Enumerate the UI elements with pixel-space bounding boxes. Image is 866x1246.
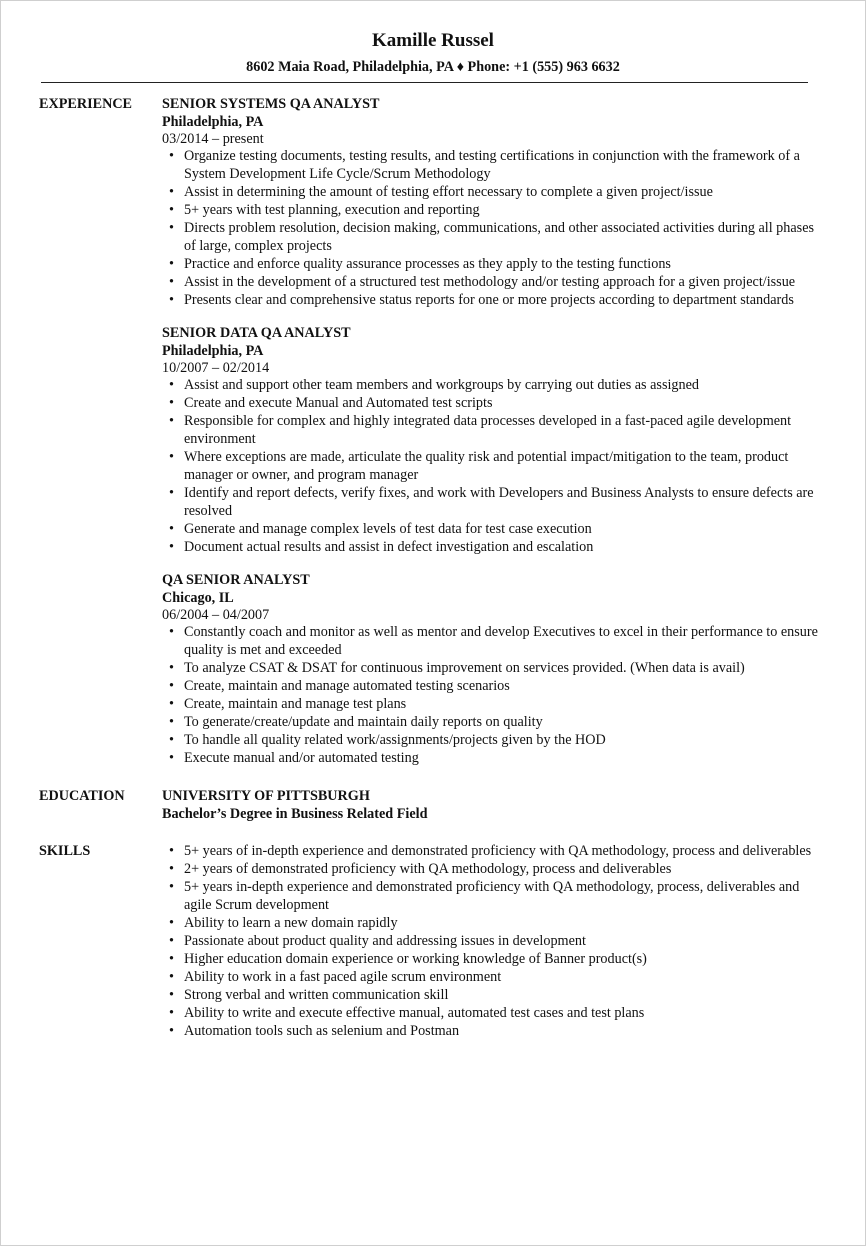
list-item: • Ability to work in a fast paced agile scrum environment <box>162 968 825 986</box>
list-item: • Ability to learn a new domain rapidly <box>162 914 825 932</box>
job-bullets <box>162 376 825 556</box>
job-location: Philadelphia, PA <box>162 343 264 359</box>
job-location: Chicago, IL <box>162 590 234 606</box>
contact-line: 8602 Maia Road, Philadelphia, PA ♦ Phone: +1 (555) 963 6632 <box>246 59 620 75</box>
job-dates: 06/2004 – 04/2007 <box>162 607 270 623</box>
list-item: • Create, maintain and manage automated testing scenarios <box>162 677 825 695</box>
job-title: SENIOR DATA QA ANALYST <box>162 325 351 341</box>
list-item: • Directs problem resolution, decision making, communications, and other associated activities during all phases of large, complex projects <box>162 219 825 255</box>
school-name: UNIVERSITY OF PITTSBURGH <box>162 788 370 804</box>
skills-body <box>162 842 825 1040</box>
list-item: • 5+ years with test planning, execution and reporting <box>162 201 825 219</box>
skills-section <box>1 842 865 1040</box>
skills-heading: SKILLS <box>39 843 91 859</box>
degree: Bachelor’s Degree in Business Related Field <box>162 806 428 822</box>
job-title: SENIOR SYSTEMS QA ANALYST <box>162 96 380 112</box>
list-item: • To analyze CSAT & DSAT for continuous improvement on services provided. (When data is avail) <box>162 659 825 677</box>
experience-body <box>162 95 825 767</box>
candidate-name: Kamille Russel <box>372 30 494 51</box>
list-item: • Responsible for complex and highly integrated data processes developed in a fast-paced agile development environment <box>162 412 825 448</box>
education-heading: EDUCATION <box>39 788 125 804</box>
list-item: • Create and execute Manual and Automated test scripts <box>162 394 825 412</box>
job-entry <box>162 571 825 767</box>
resume-header <box>1 1 865 76</box>
list-item: • Organize testing documents, testing results, and testing certifications in conjunction with the framework of a System Development Life Cycle/Scrum Methodology <box>162 147 825 183</box>
list-item: • Passionate about product quality and addressing issues in development <box>162 932 825 950</box>
job-title: QA SENIOR ANALYST <box>162 572 310 588</box>
education-body <box>162 787 825 823</box>
job-entry <box>162 95 825 309</box>
experience-section <box>1 95 865 767</box>
education-section <box>1 787 865 823</box>
list-item: • Document actual results and assist in defect investigation and escalation <box>162 538 825 556</box>
list-item: • 5+ years of in-depth experience and demonstrated proficiency with QA methodology, process and deliverables <box>162 842 825 860</box>
list-item: • Higher education domain experience or working knowledge of Banner product(s) <box>162 950 825 968</box>
list-item: • 5+ years in-depth experience and demonstrated proficiency with QA methodology, process, deliverables and agile Scrum development <box>162 878 825 914</box>
list-item: • Identify and report defects, verify fixes, and work with Developers and Business Analysts to ensure defects are resolved <box>162 484 825 520</box>
list-item: • To handle all quality related work/assignments/projects given by the HOD <box>162 731 825 749</box>
job-location: Philadelphia, PA <box>162 114 264 130</box>
header-divider <box>41 82 808 83</box>
list-item: • Execute manual and/or automated testing <box>162 749 825 767</box>
list-item: • Generate and manage complex levels of test data for test case execution <box>162 520 825 538</box>
experience-heading: EXPERIENCE <box>39 96 133 112</box>
list-item: • Strong verbal and written communication skill <box>162 986 825 1004</box>
list-item: • Assist and support other team members and workgroups by carrying out duties as assigned <box>162 376 825 394</box>
list-item: • Constantly coach and monitor as well as mentor and develop Executives to excel in their performance to ensure quality is met and exceeded <box>162 623 825 659</box>
job-dates: 10/2007 – 02/2014 <box>162 360 270 376</box>
list-item: • Assist in determining the amount of testing effort necessary to complete a given project/issue <box>162 183 825 201</box>
job-bullets <box>162 623 825 767</box>
list-item: • Practice and enforce quality assurance processes as they apply to the testing functions <box>162 255 825 273</box>
job-dates: 03/2014 – present <box>162 131 264 147</box>
list-item: • Assist in the development of a structured test methodology and/or testing approach for a given project/issue <box>162 273 825 291</box>
list-item: • Automation tools such as selenium and Postman <box>162 1022 825 1040</box>
skills-list <box>162 842 825 1040</box>
job-entry <box>162 324 825 556</box>
list-item: • To generate/create/update and maintain daily reports on quality <box>162 713 825 731</box>
list-item: • Ability to write and execute effective manual, automated test cases and test plans <box>162 1004 825 1022</box>
list-item: • Where exceptions are made, articulate the quality risk and potential impact/mitigation to the team, product manager or owner, and program manager <box>162 448 825 484</box>
job-bullets <box>162 147 825 309</box>
list-item: • 2+ years of demonstrated proficiency with QA methodology, process and deliverables <box>162 860 825 878</box>
list-item: • Create, maintain and manage test plans <box>162 695 825 713</box>
list-item: • Presents clear and comprehensive status reports for one or more projects according to department standards <box>162 291 825 309</box>
